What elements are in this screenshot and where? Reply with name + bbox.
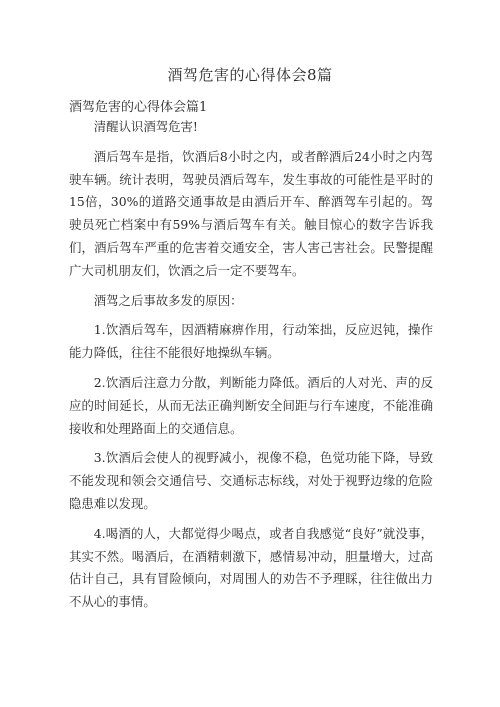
paragraph-reason-4: 4.喝酒的人，大都觉得少喝点，或者自我感觉“良好”就没事，其实不然。喝酒后，在酒精刺激下，感情易冲动，胆量增大，过高估计自己，具有冒险倾向，对周围人的劝告不予理睬，往往做出力不从心的事情。: [69, 525, 433, 610]
document-title: 酒驾危害的心得体会8篇: [167, 66, 333, 84]
paragraph-reason-2: 2.饮酒后注意力分散，判断能力降低。酒后的人对光、声的反应的时间延长，从而无法正确判断安全间距与行车速度，不能准确接收和处理路面上的交通信息。: [69, 374, 433, 436]
paragraph-intro: 清醒认识酒驾危害!: [93, 119, 198, 134]
paragraph-reason-3: 3.饮酒后会使人的视野减小，视像不稳，色觉功能下降，导致不能发现和领会交通信号、交通标志标线，对处于视野边缘的危险隐患难以发现。: [69, 450, 433, 511]
paragraph-reasons-heading: 酒驾之后事故多发的原因：: [93, 292, 243, 308]
document-body: [69, 116, 433, 621]
paragraph-reason-1: 1.饮酒后驾车，因酒精麻痹作用，行动笨拙，反应迟钝，操作能力降低，往往不能很好地操纵车辆。: [69, 322, 433, 361]
paragraph-definition: 酒后驾车是指，饮酒后8小时之内，或者醉酒后24小时之内驾驶车辆。统计表明，驾驶员酒后驾车，发生事故的可能性是平时的15倍，30%的道路交通事故是由酒后开车、醉酒驾车引起的。驾驶员死亡档案中有59%与酒后驾车有关。触目惊心的数字告诉我们，酒后驾车严重的危害着交通安全，害人害己害社会。民警提醒广大司机朋友们，饮酒之后一定不要驾车。: [69, 148, 433, 278]
section-heading: 酒驾危害的心得体会篇1: [69, 100, 208, 115]
